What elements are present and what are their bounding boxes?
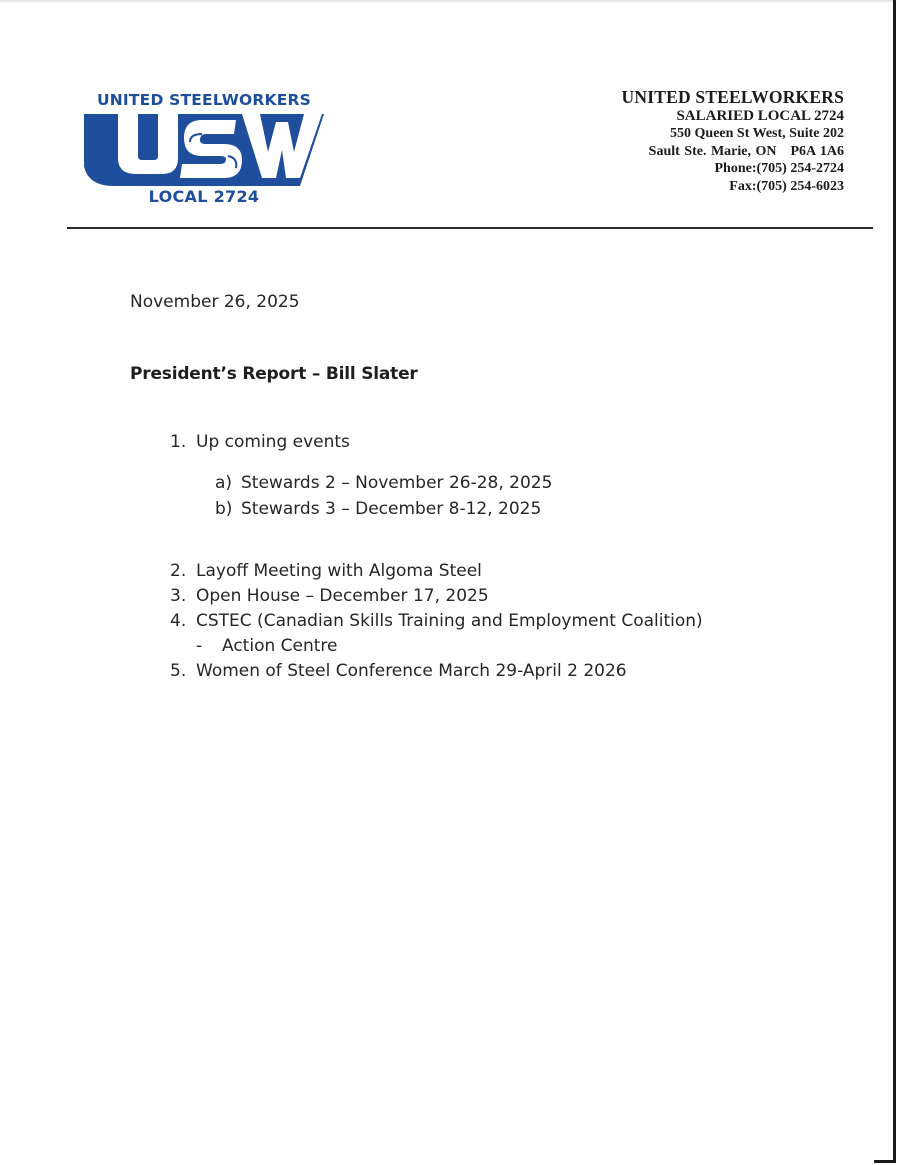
list-item-text: Up coming events <box>196 432 350 452</box>
logo-top-text: UNITED STEELWORKERS <box>96 91 312 109</box>
logo-bottom-text: LOCAL 2724 <box>148 187 260 206</box>
list-item-number: 2. <box>170 561 187 581</box>
document-date: November 26, 2025 <box>130 292 300 312</box>
header-divider <box>67 227 873 229</box>
sub-item-marker: b) <box>215 499 233 519</box>
list-item-text: CSTEC (Canadian Skills Training and Employment Coalition) <box>196 611 703 631</box>
letterhead-address-block <box>622 87 844 195</box>
sub-item-marker: a) <box>215 473 233 493</box>
list-item-number: 3. <box>170 586 187 606</box>
letterhead-city: Sault Ste. Marie, ON <box>648 143 777 159</box>
list-item-number: 1. <box>170 432 187 452</box>
list-item-text: Women of Steel Conference March 29-April 2 2026 <box>196 661 627 681</box>
list-item-4 <box>170 611 703 631</box>
letterhead-org: UNITED STEELWORKERS <box>621 87 844 107</box>
list-item-3 <box>170 586 489 606</box>
scan-right-edge <box>893 0 896 1162</box>
letterhead-local: SALARIED LOCAL 2724 <box>676 108 844 124</box>
sub-item-b <box>215 499 541 519</box>
letterhead-phone: Phone:(705) 254-2724 <box>714 161 844 176</box>
sub-item-text: Stewards 2 – November 26-28, 2025 <box>241 473 553 493</box>
bullet-item-action-centre <box>196 636 338 656</box>
usw-mark-icon <box>84 112 324 186</box>
list-item-1 <box>170 432 350 452</box>
bullet-marker: - <box>196 636 203 656</box>
document-title: President’s Report – Bill Slater <box>130 364 418 384</box>
letterhead-city-line <box>622 143 844 161</box>
list-item-number: 4. <box>170 611 187 631</box>
letterhead-fax: Fax:(705) 254-6023 <box>729 178 844 194</box>
usw-logo <box>84 88 324 210</box>
list-item-text: Layoff Meeting with Algoma Steel <box>196 561 482 581</box>
bullet-text: Action Centre <box>222 636 338 656</box>
sub-item-a <box>215 473 552 493</box>
scan-bottom-edge <box>874 1160 896 1163</box>
list-item-text: Open House – December 17, 2025 <box>196 586 489 606</box>
scan-top-edge <box>0 0 893 2</box>
list-item-number: 5. <box>170 661 187 681</box>
letterhead-postal-code: P6A 1A6 <box>790 143 844 159</box>
sub-item-text: Stewards 3 – December 8-12, 2025 <box>241 499 542 519</box>
letterhead-address: 550 Queen St West, Suite 202 <box>670 126 844 141</box>
list-item-5 <box>170 661 627 681</box>
list-item-2 <box>170 561 482 581</box>
